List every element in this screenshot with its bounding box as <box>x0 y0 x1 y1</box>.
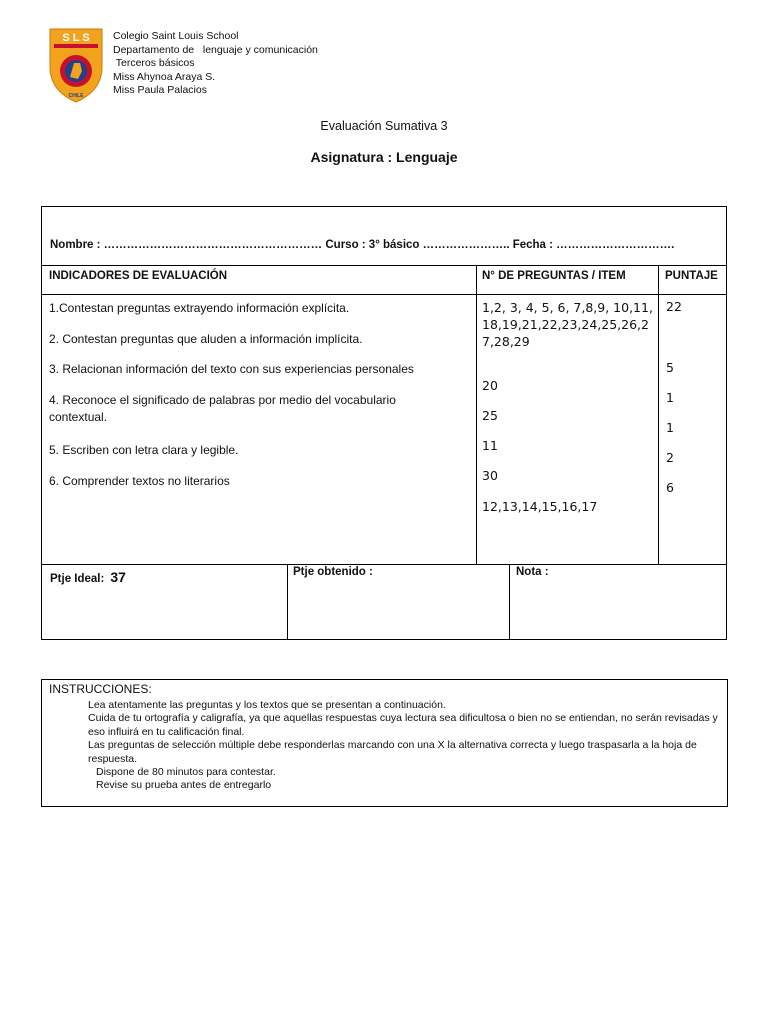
indicator-row: 1.Contestan preguntas extrayendo información explícita. <box>49 301 350 315</box>
ideal-score-value: 37 <box>110 569 126 585</box>
item-list: 12,13,14,15,16,17 <box>482 499 598 514</box>
instruction-item: Dispone de 80 minutos para contestar. <box>96 766 276 779</box>
instruction-item: Lea atentamente las preguntas y los textos que se presentan a continuación. <box>88 699 446 711</box>
item-list: 30 <box>482 468 498 483</box>
item-list: 20 <box>482 378 498 393</box>
ideal-score <box>50 569 126 585</box>
school-header <box>113 30 318 98</box>
school-name: Colegio Saint Louis School <box>113 30 239 42</box>
obtained-score-label: Ptje obtenido : <box>293 566 373 578</box>
instructions-list <box>88 699 718 793</box>
item-list: 1,2, 3, 4, 5, 6, 7,8,9, 10,11, 18,19,21,22,23,24,25,26,27,28,29 <box>482 300 653 349</box>
instruction-item: Las preguntas de selección múltiple debe responderlas marcando con una X la alternativa correcta y luego traspasarla a la hoja de respuesta. <box>88 739 697 765</box>
grade-level: Terceros básicos <box>113 57 195 70</box>
instruction-item: Cuida de tu ortografía y caligrafía, ya que aquellas respuestas cuya lectura sea dificultosa o bien no se entiendan, no serán revisadas y eso influirá en tu calificación final. <box>88 712 718 738</box>
teacher-name: Miss Ahynoa Araya S. <box>113 70 216 83</box>
score-header: PUNTAJE <box>665 270 718 282</box>
evaluation-table <box>41 206 727 640</box>
indicator-row: 4. Reconoce el significado de palabras por medio del vocabulario contextual. <box>49 393 396 424</box>
score-value: 1 <box>666 420 674 435</box>
items-column <box>482 299 657 515</box>
instructions-box <box>41 679 728 807</box>
indicator-row: 5. Escriben con letra clara y legible. <box>49 443 239 457</box>
score-value: 22 <box>666 299 682 314</box>
student-info-line: Nombre : ………………………………………………… Curso : 3° básico ………………….. Fecha : …………………………. <box>50 239 675 251</box>
instructions-title: INSTRUCCIONES: <box>49 682 152 696</box>
instruction-item: Revise su prueba antes de entregarlo <box>96 779 272 792</box>
score-value: 1 <box>666 390 674 405</box>
indicator-row: 2. Contestan preguntas que aluden a información implícita. <box>49 332 363 346</box>
score-value: 6 <box>666 480 674 495</box>
indicators-header: INDICADORES DE EVALUACIÓN <box>49 270 228 282</box>
ideal-score-label: Ptje Ideal: <box>50 573 105 585</box>
indicator-row: 3. Relacionan información del texto con sus experiencias personales <box>49 362 414 376</box>
grade-label: Nota : <box>516 566 549 578</box>
score-value: 5 <box>666 360 674 375</box>
department-name: Departamento de lenguaje y comunicación <box>113 43 318 56</box>
subject-title: Asignatura : Lenguaje <box>310 149 458 165</box>
score-value: 2 <box>666 450 674 465</box>
items-header: N° DE PREGUNTAS / ITEM <box>482 270 626 282</box>
indicator-row: 6. Comprender textos no literarios <box>49 474 230 488</box>
logo-country: CHILE <box>68 93 84 99</box>
item-list: 25 <box>482 408 498 423</box>
item-list: 11 <box>482 438 498 453</box>
logo-letters: S L S <box>62 32 90 44</box>
school-logo <box>48 27 104 103</box>
evaluation-title: Evaluación Sumativa 3 <box>320 119 448 133</box>
teacher-name: Miss Paula Palacios <box>113 84 207 97</box>
